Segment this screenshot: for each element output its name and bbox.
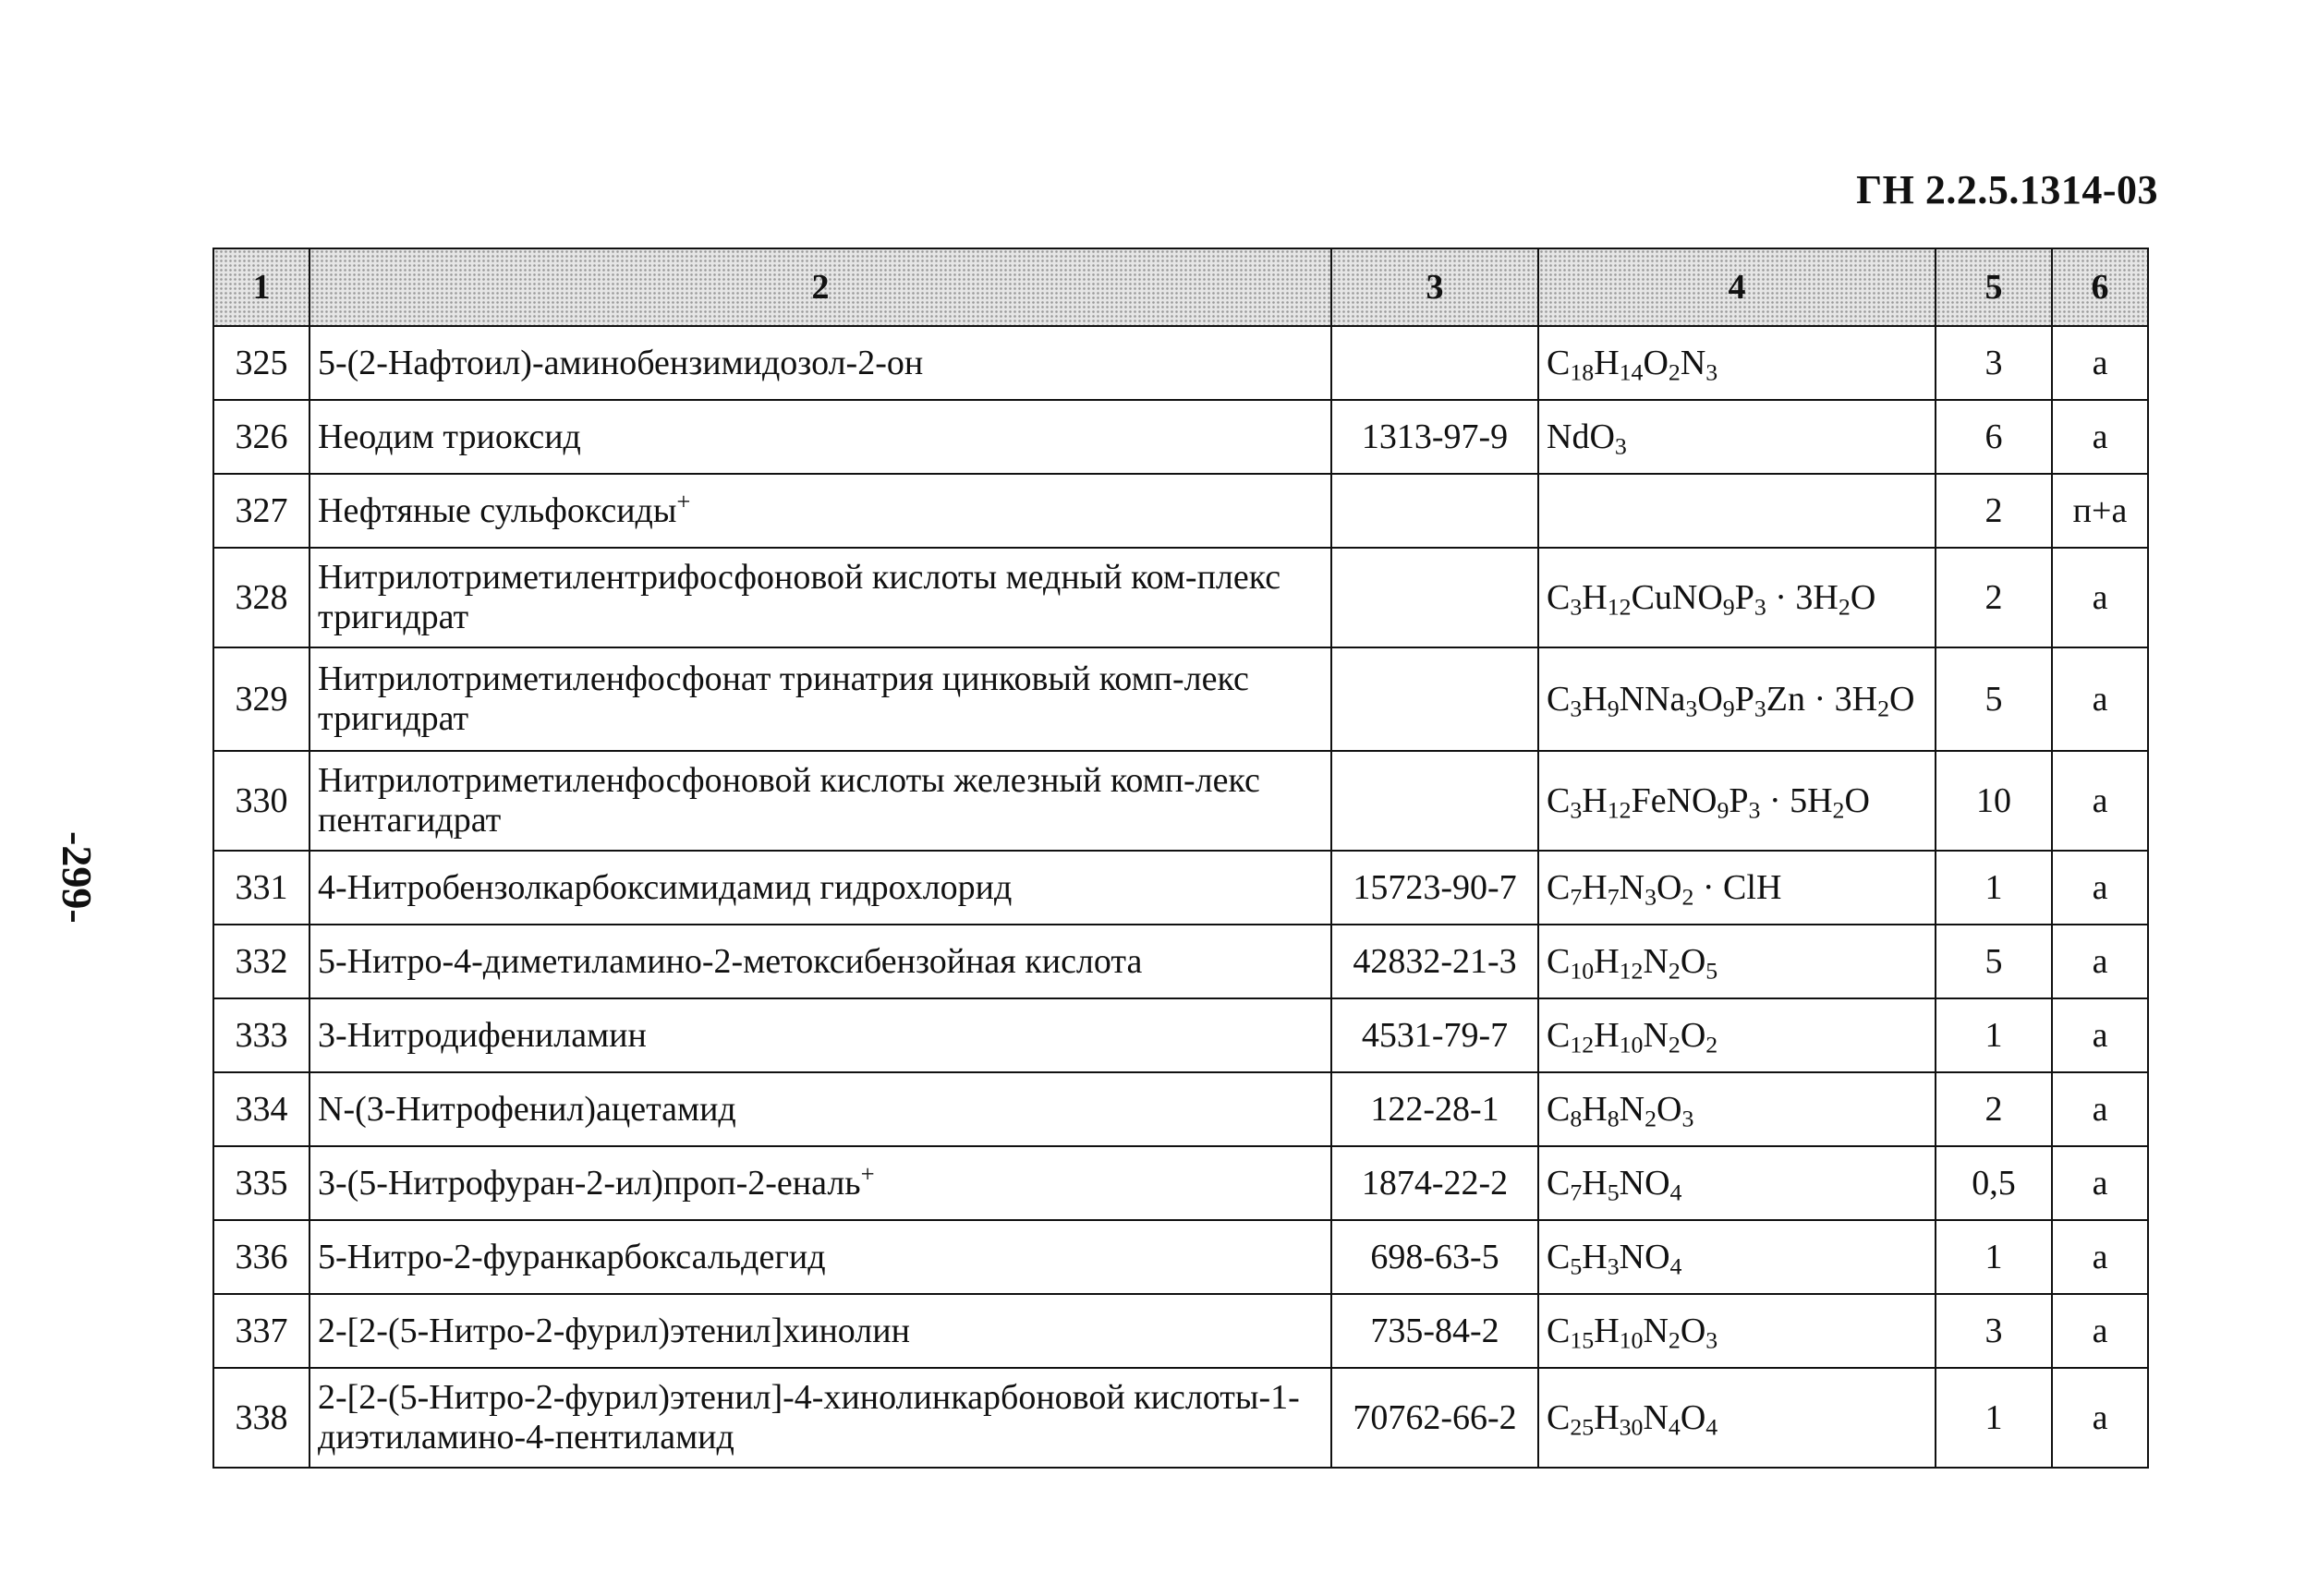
chemical-formula: $C_{10}H_{12}N_2O_5$	[1538, 925, 1936, 998]
substances-table	[212, 248, 2149, 1469]
table-row	[213, 1072, 2148, 1146]
row-number: 325	[213, 326, 309, 400]
table-row	[213, 326, 2148, 400]
substance-name: 3-(5-Нитрофуран-2-ил)проп-2-еналь+	[309, 1146, 1331, 1220]
substance-name: 5-(2-Нафтоил)-аминобензимидозол-2-он	[309, 326, 1331, 400]
table-row	[213, 998, 2148, 1072]
limit-value: 0,5	[1936, 1146, 2052, 1220]
chemical-formula: $C_{15}H_{10}N_2O_3$	[1538, 1294, 1936, 1368]
cas-number: 1874-22-2	[1331, 1146, 1538, 1220]
state-note: а	[2052, 998, 2148, 1072]
column-header-1: 1	[213, 248, 309, 326]
row-number: 330	[213, 751, 309, 851]
limit-value: 1	[1936, 998, 2052, 1072]
cas-number: 122-28-1	[1331, 1072, 1538, 1146]
chemical-formula: $C_3H_{12}FeNO_9P_3 \cdot 5H_2O$	[1538, 751, 1936, 851]
limit-value: 6	[1936, 400, 2052, 474]
substance-name: N-(3-Нитрофенил)ацетамид	[309, 1072, 1331, 1146]
state-note: а	[2052, 326, 2148, 400]
chemical-formula	[1538, 474, 1936, 548]
substance-name: 5-Нитро-2-фуранкарбоксальдегид	[309, 1220, 1331, 1294]
chemical-formula: $C_{25}H_{30}N_4O_4$	[1538, 1368, 1936, 1468]
substance-name: 2-[2-(5-Нитро-2-фурил)этенил]-4-хинолинкарбоновой кислоты-1-диэтиламино-4-пентиламид	[309, 1368, 1331, 1468]
limit-value: 2	[1936, 1072, 2052, 1146]
state-note: а	[2052, 751, 2148, 851]
cas-number: 15723-90-7	[1331, 851, 1538, 925]
table-row	[213, 1368, 2148, 1468]
row-number: 327	[213, 474, 309, 548]
cas-number: 42832-21-3	[1331, 925, 1538, 998]
state-note: п+а	[2052, 474, 2148, 548]
substance-name: 5-Нитро-4-диметиламино-2-метоксибензойная кислота	[309, 925, 1331, 998]
column-header-3: 3	[1331, 248, 1538, 326]
cas-number: 735-84-2	[1331, 1294, 1538, 1368]
substance-name: Неодим триоксид	[309, 400, 1331, 474]
row-number: 328	[213, 548, 309, 647]
column-header-2: 2	[309, 248, 1331, 326]
row-number: 337	[213, 1294, 309, 1368]
cas-number: 1313-97-9	[1331, 400, 1538, 474]
row-number: 333	[213, 998, 309, 1072]
cas-number: 4531-79-7	[1331, 998, 1538, 1072]
table-row	[213, 400, 2148, 474]
state-note: а	[2052, 851, 2148, 925]
cas-number	[1331, 326, 1538, 400]
state-note: а	[2052, 647, 2148, 751]
substance-name: Нитрилотриметиленфосфонат тринатрия цинковый комп-лекс тригидрат	[309, 647, 1331, 751]
state-note: а	[2052, 1146, 2148, 1220]
table-row	[213, 751, 2148, 851]
substance-name: 4-Нитробензолкарбоксимидамид гидрохлорид	[309, 851, 1331, 925]
column-header-5: 5	[1936, 248, 2052, 326]
table-row	[213, 851, 2148, 925]
state-note: а	[2052, 400, 2148, 474]
substance-name: Нефтяные сульфоксиды+	[309, 474, 1331, 548]
page-number: -299-	[54, 831, 101, 924]
chemical-formula: $C_5H_3NO_4$	[1538, 1220, 1936, 1294]
chemical-formula: $C_7H_7N_3O_2$ · ClH	[1538, 851, 1936, 925]
table-header-row	[213, 248, 2148, 326]
limit-value: 1	[1936, 1368, 2052, 1468]
state-note: а	[2052, 1220, 2148, 1294]
cas-number	[1331, 647, 1538, 751]
chemical-formula: $C_3H_9NNa_3O_9P_3Zn \cdot 3H_2O$	[1538, 647, 1936, 751]
table-row	[213, 1220, 2148, 1294]
chemical-formula: $C_7H_5NO_4$	[1538, 1146, 1936, 1220]
table-row	[213, 474, 2148, 548]
limit-value: 5	[1936, 925, 2052, 998]
limit-value: 3	[1936, 326, 2052, 400]
limit-value: 5	[1936, 647, 2052, 751]
substance-name: 2-[2-(5-Нитро-2-фурил)этенил]хинолин	[309, 1294, 1331, 1368]
table-row	[213, 925, 2148, 998]
row-number: 331	[213, 851, 309, 925]
state-note: а	[2052, 1294, 2148, 1368]
cas-number	[1331, 548, 1538, 647]
document-code: ГН 2.2.5.1314-03	[1856, 167, 2158, 212]
row-number: 332	[213, 925, 309, 998]
column-header-6: 6	[2052, 248, 2148, 326]
row-number: 336	[213, 1220, 309, 1294]
column-header-4: 4	[1538, 248, 1936, 326]
row-number: 334	[213, 1072, 309, 1146]
state-note: а	[2052, 925, 2148, 998]
cas-number	[1331, 474, 1538, 548]
state-note: а	[2052, 1368, 2148, 1468]
chemical-formula: NdO$_3$	[1538, 400, 1936, 474]
substance-name: Нитрилотриметилентрифосфоновой кислоты медный ком-плекс тригидрат	[309, 548, 1331, 647]
chemical-formula: $C_8H_8N_2O_3$	[1538, 1072, 1936, 1146]
cas-number: 70762-66-2	[1331, 1368, 1538, 1468]
limit-value: 2	[1936, 474, 2052, 548]
chemical-formula: $C_{12}H_{10}N_2O_2$	[1538, 998, 1936, 1072]
state-note: а	[2052, 548, 2148, 647]
substance-name: Нитрилотриметиленфосфоновой кислоты железный комп-лекс пентагидрат	[309, 751, 1331, 851]
limit-value: 1	[1936, 851, 2052, 925]
cas-number	[1331, 751, 1538, 851]
row-number: 326	[213, 400, 309, 474]
table-row	[213, 548, 2148, 647]
substance-name: 3-Нитродифениламин	[309, 998, 1331, 1072]
row-number: 338	[213, 1368, 309, 1468]
row-number: 335	[213, 1146, 309, 1220]
limit-value: 1	[1936, 1220, 2052, 1294]
chemical-formula: $C_3H_{12}CuNO_9P_3 \cdot 3H_2O$	[1538, 548, 1936, 647]
table-body	[213, 326, 2148, 1468]
limit-value: 2	[1936, 548, 2052, 647]
limit-value: 3	[1936, 1294, 2052, 1368]
row-number: 329	[213, 647, 309, 751]
table-row	[213, 647, 2148, 751]
limit-value: 10	[1936, 751, 2052, 851]
cas-number: 698-63-5	[1331, 1220, 1538, 1294]
state-note: а	[2052, 1072, 2148, 1146]
table-row	[213, 1294, 2148, 1368]
table-row	[213, 1146, 2148, 1220]
chemical-formula: $C_{18}H_{14}O_2N_3$	[1538, 326, 1936, 400]
